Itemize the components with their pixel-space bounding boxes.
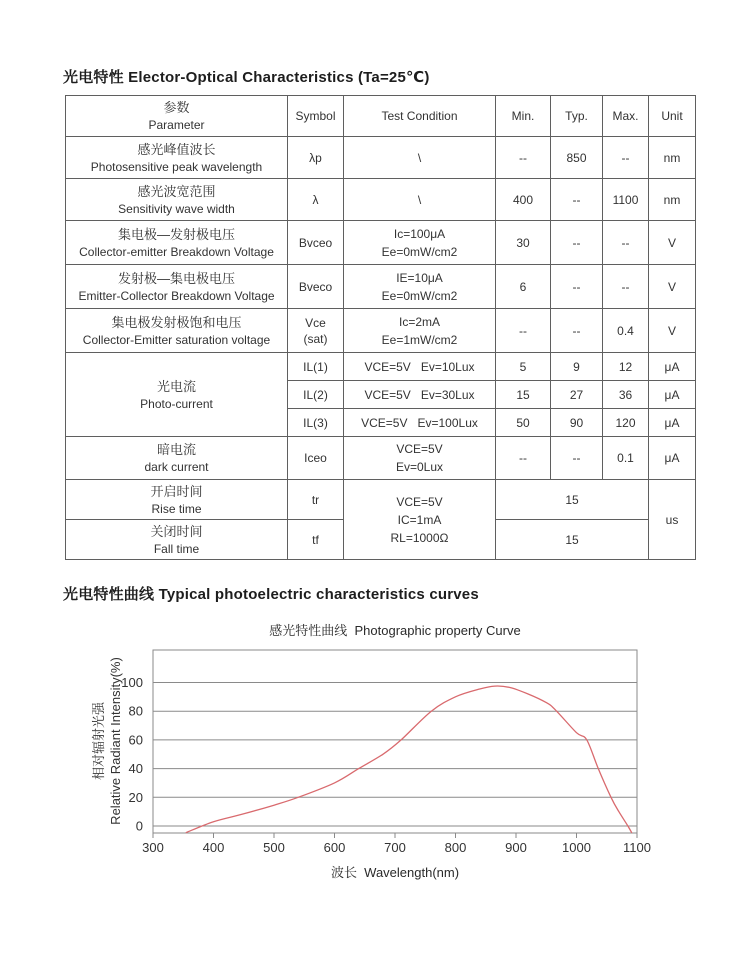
header-unit: Unit (649, 96, 696, 137)
curves-section-title: 光电特性曲线 Typical photoelectric characteristics curves (63, 586, 479, 603)
cell-symbol: Bvceo (288, 221, 344, 265)
y-tick-label-40: 40 (128, 761, 143, 777)
test-line1: Ic=100μA (393, 226, 446, 241)
cell-parameter (66, 520, 288, 560)
x-tick-label-700: 700 (384, 840, 406, 855)
param-zh: 关闭时间 (150, 523, 203, 539)
cell-typ: 850 (551, 137, 603, 179)
cell-typ: 9 (551, 353, 603, 381)
electro-optical-characteristics-table (65, 95, 696, 560)
test-line2: Ee=1mW/cm2 (381, 332, 458, 347)
cell-typ: -- (551, 179, 603, 221)
row-bvceo (66, 221, 696, 265)
cell-unit: V (649, 221, 696, 265)
cell-unit: μA (649, 353, 696, 381)
param-en: Photo-current (140, 396, 213, 411)
cell-parameter-photocurrent (66, 353, 288, 437)
x-tick-label-400: 400 (202, 840, 225, 855)
cell-test-condition: VCE=5V Ev=10Lux (344, 353, 496, 381)
y-axis-label-en: Relative Radiant Intensity(%) (108, 657, 123, 825)
y-tick-label-80: 80 (128, 703, 143, 719)
cell-unit: μA (649, 437, 696, 480)
header-parameter (66, 96, 288, 137)
cell-parameter (66, 480, 288, 520)
test-line2: Ev=0Lux (395, 460, 444, 474)
x-tick-label-300: 300 (142, 840, 164, 855)
cell-parameter (66, 265, 288, 309)
cell-test-condition (344, 221, 496, 265)
param-en: Photosensitive peak wavelength (90, 159, 263, 174)
row-bveco (66, 265, 696, 309)
cell-parameter (66, 309, 288, 353)
cell-min: -- (496, 437, 551, 480)
cell-max: -- (603, 265, 649, 309)
chart-gridlines (153, 683, 637, 827)
x-tick-label-900: 900 (505, 840, 527, 855)
symbol-line1: Vce (305, 315, 326, 330)
cell-test-condition (344, 265, 496, 309)
cell-fall-value: 15 (496, 520, 649, 560)
symbol-line2: (sat) (303, 331, 328, 346)
cell-max: 1100 (603, 179, 649, 221)
param-zh: 光电流 (156, 378, 196, 394)
test-line1: VCE=5V (396, 442, 443, 456)
cell-typ: -- (551, 265, 603, 309)
row-dark-current (66, 437, 696, 480)
cell-typ: -- (551, 309, 603, 353)
cell-test-condition (344, 309, 496, 353)
cell-symbol: tf (288, 520, 344, 560)
cell-test-condition: \ (344, 179, 496, 221)
cell-max: -- (603, 137, 649, 179)
cell-unit-rise-fall: us (649, 480, 696, 560)
cell-unit: μA (649, 381, 696, 409)
cell-min: 6 (496, 265, 551, 309)
test-line1: Ic=2mA (398, 314, 440, 329)
param-zh: 暗电流 (156, 442, 196, 457)
cell-min: -- (496, 309, 551, 353)
cell-parameter (66, 179, 288, 221)
cell-typ: -- (551, 221, 603, 265)
param-zh: 集电极—发射极电压 (117, 226, 235, 242)
param-zh: 感光波宽范围 (137, 183, 216, 199)
param-en: Collector-emitter Breakdown Voltage (79, 244, 274, 259)
cell-typ: -- (551, 437, 603, 480)
cell-test-condition (344, 437, 496, 480)
cell-symbol: λp (288, 137, 344, 179)
cell-max: 0.4 (603, 309, 649, 353)
x-tick-label-1100: 1100 (623, 840, 651, 855)
x-axis-label: 波长 Wavelength(nm) (330, 865, 460, 880)
cell-typ: 27 (551, 381, 603, 409)
cell-symbol: Bveco (288, 265, 344, 309)
electro-optical-section-title: 光电特性 Elector-Optical Characteristics (Ta=25℃) (63, 69, 430, 86)
x-tick-label-600: 600 (323, 840, 346, 855)
cell-test-condition: VCE=5V Ev=30Lux (344, 381, 496, 409)
param-zh: 开启时间 (150, 483, 203, 499)
cell-min: 30 (496, 221, 551, 265)
cell-typ: 90 (551, 409, 603, 437)
cell-parameter (66, 137, 288, 179)
test-line2: Ee=0mW/cm2 (381, 244, 458, 259)
cell-symbol: IL(1) (288, 353, 344, 381)
param-zh: 集电极发射极饱和电压 (111, 314, 242, 330)
cell-unit: V (649, 265, 696, 309)
spectral-response-curve (186, 686, 631, 832)
chart-x-ticks (153, 833, 637, 838)
cell-unit: nm (649, 179, 696, 221)
row-sensitivity-range (66, 179, 696, 221)
header-parameter-zh: 参数 (163, 100, 190, 115)
chart-tick-labels (121, 675, 651, 855)
y-axis-label-zh: 相对辐射光强 (91, 701, 106, 781)
test-line1: VCE=5V (396, 494, 443, 509)
cell-test-condition: VCE=5V Ev=100Lux (344, 409, 496, 437)
x-tick-label-500: 500 (263, 840, 285, 855)
param-zh: 感光峰值波长 (137, 141, 216, 157)
plot-border (153, 650, 637, 833)
cell-symbol: IL(3) (288, 409, 344, 437)
test-line2: IC=1mA (397, 512, 442, 527)
row-vce-sat (66, 309, 696, 353)
y-tick-label-100: 100 (121, 675, 143, 690)
cell-unit: V (649, 309, 696, 353)
param-zh: 发射极—集电极电压 (117, 270, 235, 286)
chart-title: 感光特性曲线 Photographic property Curve (269, 623, 521, 638)
test-line1: IE=10μA (396, 270, 443, 285)
cell-min: 15 (496, 381, 551, 409)
param-en: Sensitivity wave width (118, 201, 235, 216)
header-typ: Typ. (551, 96, 603, 137)
param-en: Rise time (151, 501, 202, 516)
header-symbol: Symbol (288, 96, 344, 137)
header-max: Max. (603, 96, 649, 137)
table-header-row (66, 96, 696, 137)
cell-test-condition-rise-fall (344, 480, 496, 560)
x-tick-label-800: 800 (444, 840, 467, 855)
cell-parameter (66, 437, 288, 480)
cell-max: 120 (603, 409, 649, 437)
param-en: Fall time (153, 541, 200, 556)
header-min: Min. (496, 96, 551, 137)
cell-min: 5 (496, 353, 551, 381)
cell-symbol: tr (288, 480, 344, 520)
cell-test-condition: \ (344, 137, 496, 179)
cell-min: 50 (496, 409, 551, 437)
row-photocurrent-il1 (66, 353, 696, 381)
photographic-property-curve-chart (65, 640, 685, 868)
header-test-condition: Test Condition (344, 96, 496, 137)
x-tick-label-1000: 1000 (562, 840, 591, 855)
cell-max: 12 (603, 353, 649, 381)
cell-unit: nm (649, 137, 696, 179)
cell-rise-value: 15 (496, 480, 649, 520)
y-tick-label-0: 0 (135, 818, 143, 834)
row-rise-time (66, 480, 696, 520)
cell-symbol: λ (288, 179, 344, 221)
row-peak-wavelength (66, 137, 696, 179)
header-parameter-en: Parameter (148, 118, 205, 132)
cell-max: -- (603, 221, 649, 265)
cell-parameter (66, 221, 288, 265)
cell-symbol (288, 309, 344, 353)
test-line3: RL=1000Ω (390, 530, 449, 545)
cell-symbol: IL(2) (288, 381, 344, 409)
y-tick-label-60: 60 (128, 732, 143, 748)
param-en: Emitter-Collector Breakdown Voltage (78, 288, 275, 303)
param-en: dark current (144, 460, 209, 474)
cell-min: 400 (496, 179, 551, 221)
test-line2: Ee=0mW/cm2 (381, 288, 458, 303)
cell-max: 36 (603, 381, 649, 409)
param-en: Collector-Emitter saturation voltage (82, 332, 271, 347)
cell-unit: μA (649, 409, 696, 437)
cell-min: -- (496, 137, 551, 179)
y-tick-label-20: 20 (128, 789, 143, 805)
cell-max: 0.1 (603, 437, 649, 480)
cell-symbol: Iceo (288, 437, 344, 480)
